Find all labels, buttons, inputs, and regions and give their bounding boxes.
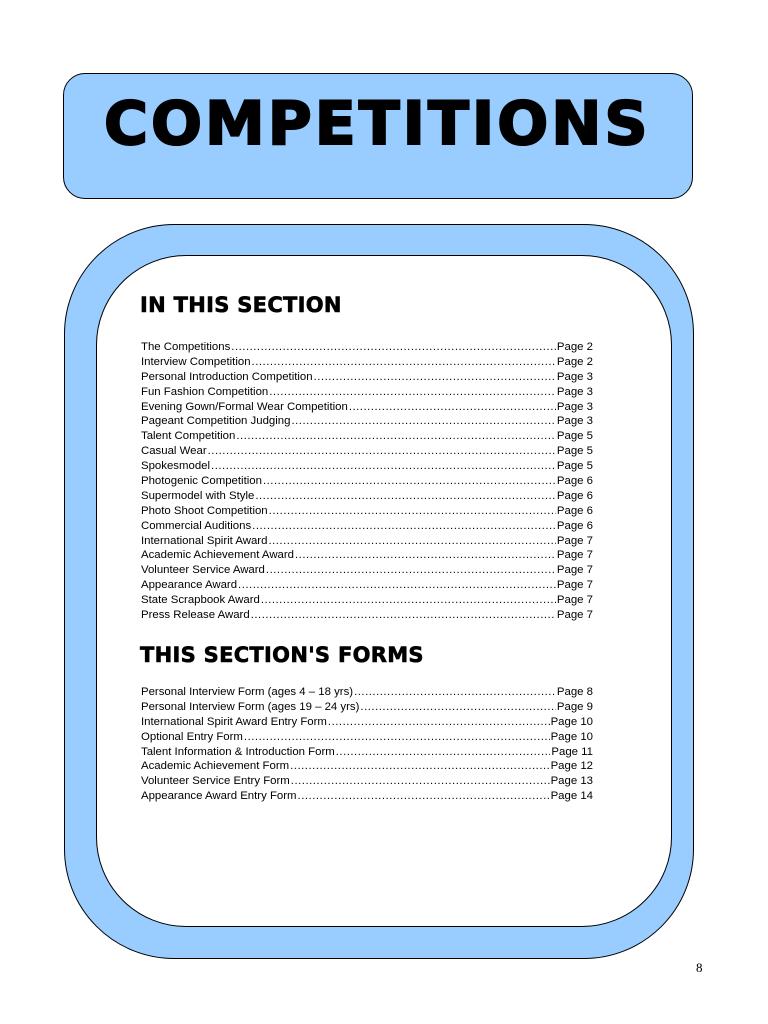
toc-dot-leader (251, 608, 556, 623)
toc-entry-page: Page 6 (556, 475, 593, 488)
toc-entry-page: Page 3 (556, 400, 593, 413)
toc-dot-leader (360, 700, 555, 715)
toc-dot-leader (261, 593, 556, 608)
toc-dot-leader (291, 414, 555, 429)
page-number: 8 (696, 960, 703, 975)
toc-dot-leader (208, 444, 556, 459)
toc-entry-page: Page 3 (556, 370, 593, 383)
toc-entry-page: Page 8 (556, 686, 593, 698)
toc-entry-page: Page 3 (556, 415, 593, 428)
toc-entry (141, 715, 593, 730)
toc-entry-title: Supermodel with Style (141, 489, 255, 502)
toc-dot-leader (236, 429, 556, 444)
toc-entry-title: Interview Competition (141, 355, 251, 368)
toc-entry-page: Page 13 (550, 775, 593, 788)
toc-entry (141, 774, 593, 789)
title-banner (63, 73, 693, 199)
section-heading-in-this-section: IN THIS SECTION (140, 293, 342, 317)
toc-entry-title: State Scrapbook Award (141, 594, 260, 607)
toc-entry (141, 429, 593, 444)
toc-dot-leader (298, 789, 550, 804)
toc-entry-page: Page 12 (550, 760, 593, 773)
toc-dot-leader (314, 370, 556, 385)
toc-entry-title: Photogenic Competition (141, 475, 262, 488)
toc-entry-title: Evening Gown/Formal Wear Competition (141, 400, 348, 413)
toc-entry-page: Page 7 (556, 609, 593, 622)
toc-entry-title: Photo Shoot Competition (141, 504, 268, 517)
toc-entry (141, 489, 593, 504)
toc-entry (141, 700, 593, 715)
toc-entry (141, 504, 593, 519)
toc-dot-leader (291, 774, 550, 789)
toc-entry-title: International Spirit Award Entry Form (141, 715, 327, 728)
toc-entry (141, 459, 593, 474)
toc-entry-title: Press Release Award (141, 609, 250, 622)
toc-entry (141, 563, 593, 578)
toc-entry-page: Page 7 (556, 564, 593, 577)
toc-dot-leader (238, 578, 556, 593)
toc-entry-page: Page 7 (556, 579, 593, 592)
toc-entry (141, 444, 593, 459)
toc-entry-title: Talent Competition (141, 430, 236, 443)
toc-entry-page: Page 6 (556, 489, 593, 502)
page-title: COMPETITIONS (104, 89, 651, 159)
toc-dot-leader (336, 745, 551, 760)
toc-entry (141, 593, 593, 608)
toc-entry (141, 474, 593, 489)
toc-entry-page: Page 2 (556, 355, 593, 368)
toc-list-in-this-section (141, 340, 593, 623)
toc-dot-leader (244, 730, 550, 745)
section-heading-forms: THIS SECTION'S FORMS (140, 643, 424, 667)
toc-entry-title: Casual Wear (141, 445, 207, 458)
toc-entry (141, 548, 593, 563)
toc-entry-page: Page 11 (551, 745, 593, 758)
toc-entry (141, 578, 593, 593)
toc-entry-page: Page 6 (556, 519, 593, 532)
toc-entry-page: Page 7 (556, 549, 593, 562)
toc-dot-leader (349, 400, 556, 415)
toc-dot-leader (290, 759, 549, 774)
toc-entry-title: Optional Entry Form (141, 730, 243, 743)
toc-entry (141, 414, 593, 429)
toc-entry-title: Appearance Award Entry Form (141, 790, 297, 803)
toc-entry-page: Page 7 (556, 594, 593, 607)
toc-entry (141, 759, 593, 774)
toc-entry-title: Academic Achievement Award (141, 549, 295, 562)
toc-dot-leader (328, 715, 550, 730)
toc-entry-page: Page 6 (556, 504, 593, 517)
toc-entry (141, 370, 593, 385)
toc-dot-leader (231, 340, 556, 355)
toc-entry-title: The Competitions (141, 341, 231, 353)
toc-entry-title: Personal Introduction Competition (141, 370, 313, 383)
toc-entry (141, 340, 593, 355)
toc-entry-page: Page 5 (556, 430, 593, 443)
toc-dot-leader (268, 534, 555, 549)
toc-entry-title: Volunteer Service Award (141, 564, 265, 577)
toc-dot-leader (266, 563, 556, 578)
toc-list-forms (141, 685, 593, 804)
toc-entry (141, 385, 593, 400)
toc-entry-title: Appearance Award (141, 579, 238, 592)
toc-dot-leader (269, 504, 556, 519)
toc-entry-title: Spokesmodel (141, 460, 211, 473)
toc-dot-leader (269, 385, 556, 400)
toc-entry-title: Personal Interview Form (ages 4 – 18 yrs) (141, 686, 354, 698)
toc-dot-leader (255, 489, 556, 504)
toc-dot-leader (295, 548, 556, 563)
toc-entry-page: Page 10 (550, 730, 593, 743)
toc-entry-title: Talent Information & Introduction Form (141, 745, 335, 758)
toc-entry (141, 519, 593, 534)
toc-entry-page: Page 9 (556, 700, 593, 713)
toc-entry (141, 685, 593, 700)
toc-entry (141, 534, 593, 549)
toc-entry (141, 608, 593, 623)
toc-entry-page: Page 10 (550, 715, 593, 728)
toc-entry-page: Page 5 (556, 460, 593, 473)
toc-dot-leader (354, 685, 556, 700)
toc-entry-page: Page 2 (556, 341, 593, 353)
toc-entry-title: Pageant Competition Judging (141, 415, 291, 428)
toc-entry (141, 730, 593, 745)
toc-dot-leader (252, 355, 556, 370)
toc-entry-title: International Spirit Award (141, 534, 268, 547)
toc-entry (141, 789, 593, 804)
toc-entry-page: Page 7 (556, 534, 593, 547)
toc-entry-title: Fun Fashion Competition (141, 385, 269, 398)
toc-entry-title: Volunteer Service Entry Form (141, 775, 290, 788)
toc-entry (141, 745, 593, 760)
toc-entry-page: Page 3 (556, 385, 593, 398)
toc-entry-page: Page 5 (556, 445, 593, 458)
toc-dot-leader (211, 459, 556, 474)
toc-entry-title: Academic Achievement Form (141, 760, 290, 773)
toc-dot-leader (263, 474, 556, 489)
toc-entry (141, 355, 593, 370)
toc-entry-page: Page 14 (550, 790, 593, 803)
toc-entry-title: Personal Interview Form (ages 19 – 24 yrs) (141, 700, 360, 713)
toc-dot-leader (252, 519, 556, 534)
toc-entry-title: Commercial Auditions (141, 519, 252, 532)
toc-entry (141, 400, 593, 415)
